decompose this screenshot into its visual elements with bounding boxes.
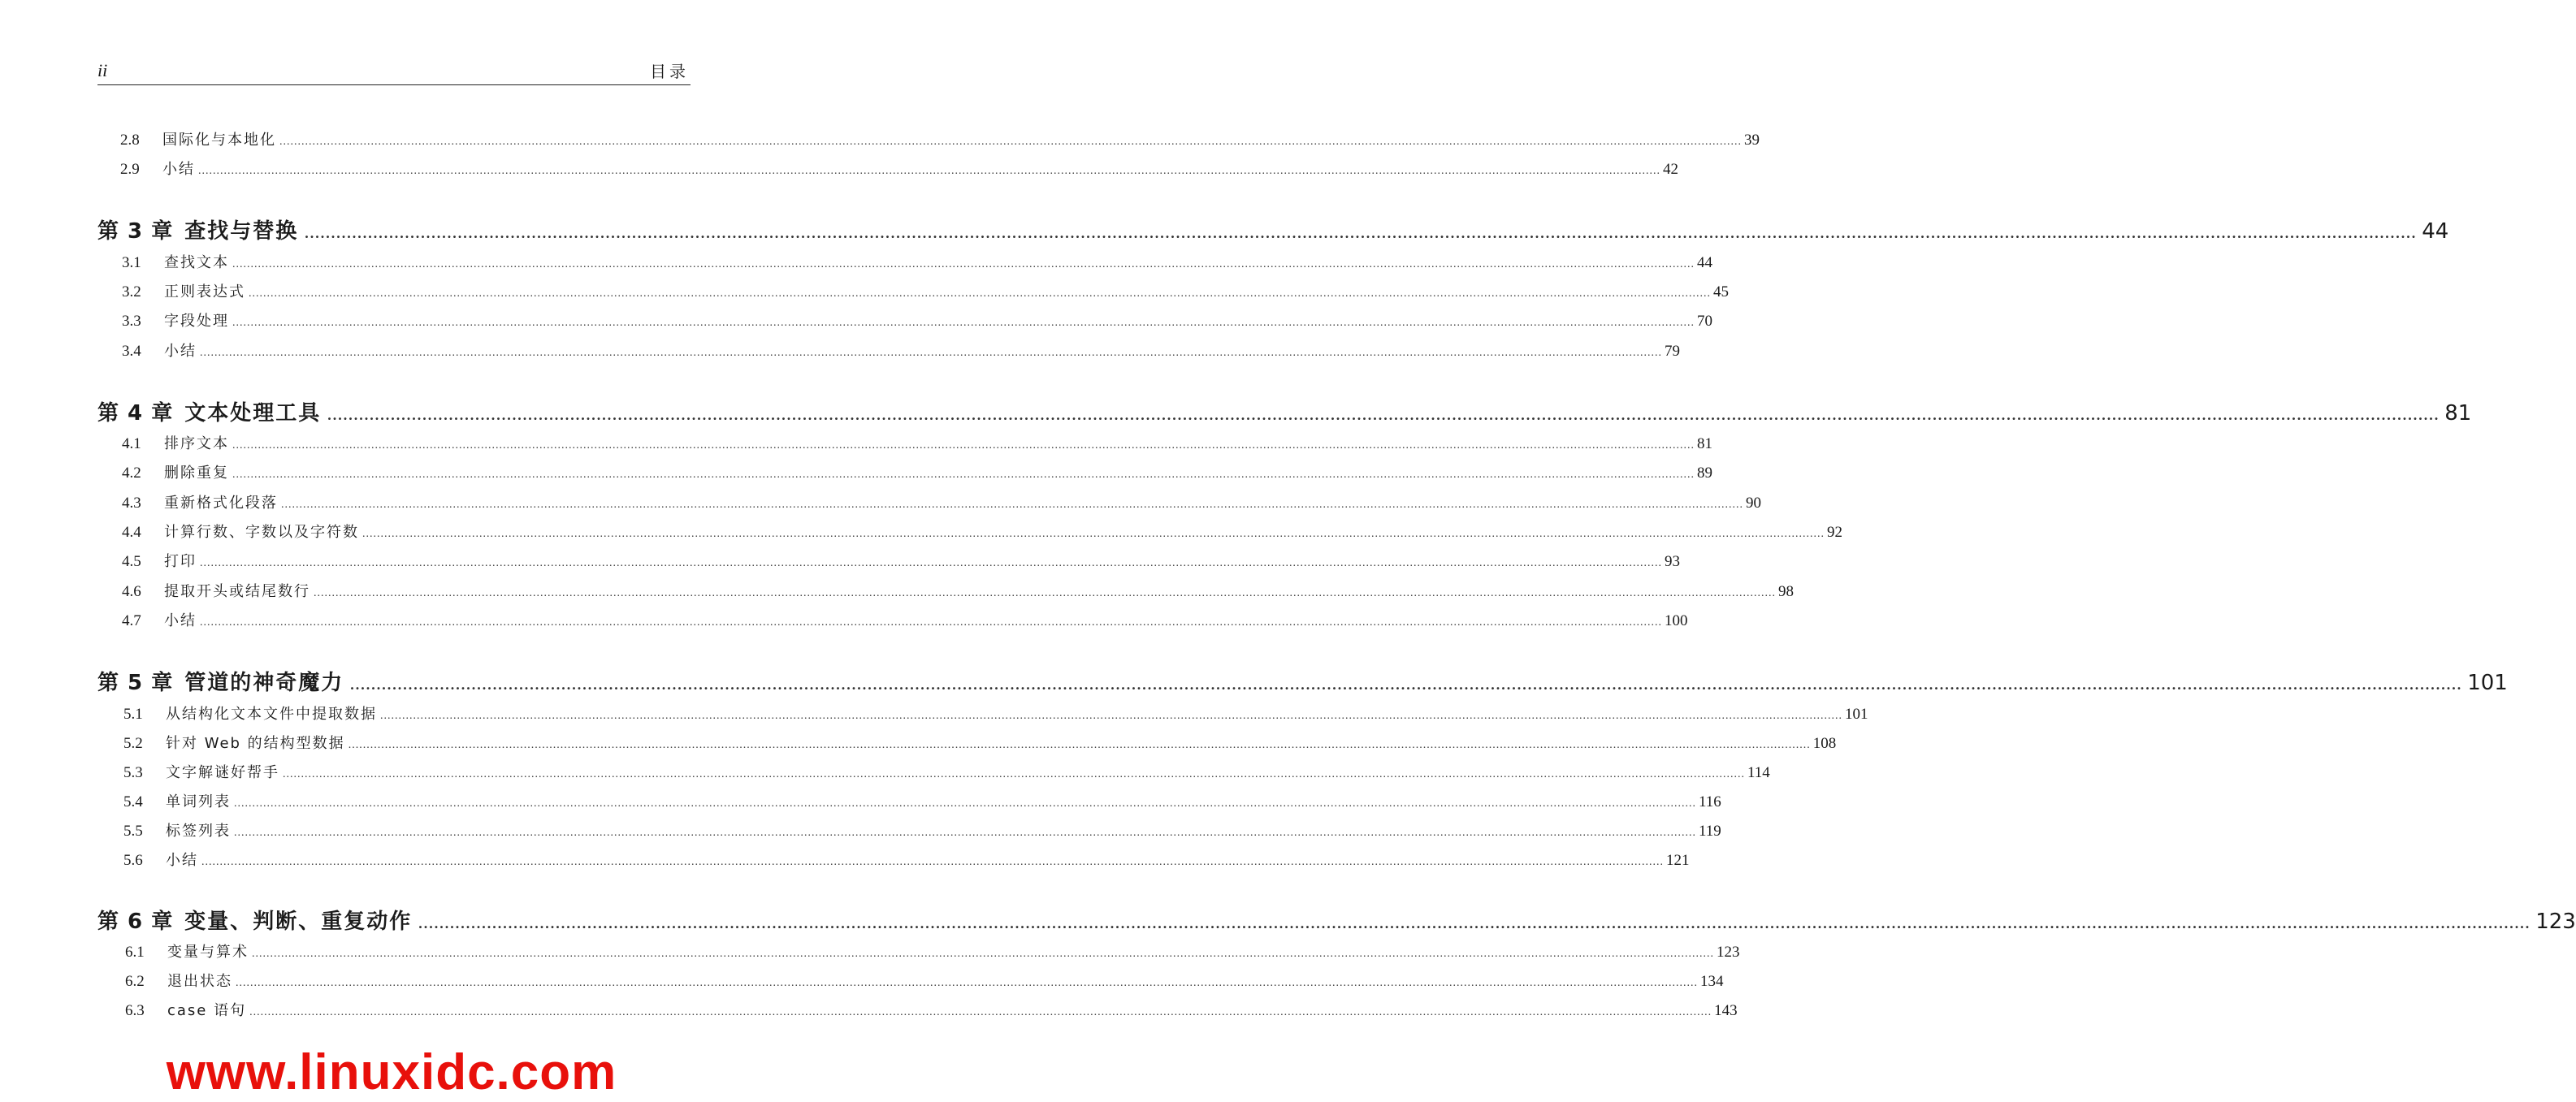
section-number: 4.6 [122,583,141,600]
section-title: 从结构化文本文件中提取数据 [166,706,377,723]
section-number: 6.2 [125,973,145,990]
section-title: 单词列表 [166,793,231,810]
dot-leader: ................................................................................................................................................................................................................................................................................................................................................................................................................ [380,710,1842,722]
section-number: 2.9 [120,161,140,178]
dot-leader: ................................................................................................................................................................................................................................................................................................................................................................................................................ [362,528,1825,540]
section-title: 计算行数、字数以及字符数 [164,524,359,541]
section-page-number: 123 [1717,944,1740,961]
toc-chapter-entry[interactable] [97,905,2576,936]
section-page-number: 108 [1812,735,1837,752]
toc-section-entry[interactable] [125,970,1724,990]
section-title: 提取开头或结尾数行 [164,583,310,600]
dot-leader: ................................................................................................................................................................................................................................................................................................................................................................................................................ [305,225,2418,241]
section-title: 国际化与本地化 [162,132,276,149]
chapter-label: 第 4 章 [97,401,174,426]
toc-section-entry[interactable] [123,702,1868,723]
section-title: 退出状态 [167,973,232,990]
page-number: ii [97,60,108,80]
section-title: 打印 [164,553,197,570]
chapter-page-number: 101 [2467,671,2508,695]
section-page-number: 92 [1827,524,1842,541]
chapter-title: 管道的神奇魔力 [184,671,344,695]
dot-leader: ................................................................................................................................................................................................................................................................................................................................................................................................................ [418,915,2531,931]
section-number: 5.1 [123,706,143,723]
section-number: 5.3 [123,764,143,781]
section-title: 文字解谜好帮手 [166,764,279,781]
chapter-page-number: 44 [2422,219,2449,244]
toc-section-entry[interactable] [125,999,1738,1019]
section-page-number: 79 [1665,343,1680,360]
section-page-number: 42 [1663,161,1678,178]
chapter-title: 文本处理工具 [184,401,322,426]
section-number: 4.2 [122,465,141,482]
section-number: 3.4 [122,343,141,360]
chapter-page-number: 81 [2444,401,2472,426]
section-title: 小结 [162,161,195,178]
section-number: 3.3 [122,313,141,330]
chapter-label: 第 6 章 [97,910,174,934]
section-page-number: 134 [1700,973,1724,990]
toc-section-entry[interactable] [122,280,1729,300]
section-title: 重新格式化段落 [164,495,278,512]
section-page-number: 143 [1714,1002,1738,1019]
chapter-title: 变量、判断、重复动作 [184,910,413,934]
toc-section-entry[interactable] [122,609,1688,629]
section-number: 4.5 [122,553,141,570]
dot-leader: ................................................................................................................................................................................................................................................................................................................................................................................................................ [283,768,1745,780]
section-page-number: 121 [1666,852,1690,869]
toc-section-entry[interactable] [123,819,1721,840]
dot-leader: ................................................................................................................................................................................................................................................................................................................................................................................................................ [201,856,1664,868]
section-title: 小结 [164,612,197,629]
section-number: 3.1 [122,254,141,271]
dot-leader: ................................................................................................................................................................................................................................................................................................................................................................................................................ [200,557,1662,569]
section-page-number: 90 [1746,495,1761,512]
dot-leader: ................................................................................................................................................................................................................................................................................................................................................................................................................ [232,439,1695,452]
section-title: 变量与算术 [167,944,249,961]
section-title: 针对 Web 的结构型数据 [166,735,345,752]
chapter-label: 第 3 章 [97,219,174,244]
toc-section-entry[interactable] [120,128,1760,149]
chapter-title: 查找与替换 [184,219,299,244]
dot-leader: ................................................................................................................................................................................................................................................................................................................................................................................................................ [234,797,1696,810]
toc-section-entry[interactable] [122,580,1794,600]
toc-section-entry[interactable] [123,732,1837,752]
section-number: 4.3 [122,495,141,512]
toc-section-entry[interactable] [122,432,1712,452]
section-page-number: 81 [1697,435,1712,452]
section-title: 标签列表 [166,823,231,840]
section-page-number: 100 [1665,612,1688,629]
section-number: 4.4 [122,524,141,541]
toc-section-entry[interactable] [122,251,1712,271]
toc-section-entry[interactable] [122,309,1712,330]
dot-leader: ................................................................................................................................................................................................................................................................................................................................................................................................................ [348,739,1811,751]
dot-leader: ................................................................................................................................................................................................................................................................................................................................................................................................................ [281,499,1743,511]
dot-leader: ................................................................................................................................................................................................................................................................................................................................................................................................................ [327,407,2440,423]
toc-chapter-entry[interactable] [97,396,2472,427]
section-title: 字段处理 [164,313,229,330]
section-number: 5.5 [123,823,143,840]
chapter-page-number: 123 [2535,910,2576,934]
toc-chapter-entry[interactable] [97,666,2508,697]
toc-section-entry[interactable] [122,521,1842,541]
dot-leader: ................................................................................................................................................................................................................................................................................................................................................................................................................ [200,616,1662,629]
section-page-number: 114 [1747,764,1770,781]
toc-section-entry[interactable] [120,158,1678,178]
section-title: 查找文本 [164,254,229,271]
section-number: 4.1 [122,435,141,452]
section-page-number: 70 [1697,313,1712,330]
dot-leader: ................................................................................................................................................................................................................................................................................................................................................................................................................ [232,317,1695,329]
page-header [97,57,691,85]
section-page-number: 93 [1665,553,1680,570]
section-number: 6.1 [125,944,145,961]
section-number: 5.4 [123,793,143,810]
dot-leader: ................................................................................................................................................................................................................................................................................................................................................................................................................ [232,258,1695,270]
running-title: 目录 [650,62,689,81]
dot-leader: ................................................................................................................................................................................................................................................................................................................................................................................................................ [314,587,1776,599]
section-title: 小结 [166,852,198,869]
section-page-number: 119 [1699,823,1721,840]
section-page-number: 39 [1744,132,1760,149]
toc-section-entry[interactable] [122,461,1712,482]
toc-chapter-entry[interactable] [97,214,2449,245]
dot-leader: ................................................................................................................................................................................................................................................................................................................................................................................................................ [232,469,1695,481]
dot-leader: ................................................................................................................................................................................................................................................................................................................................................................................................................ [234,827,1696,839]
toc-section-entry[interactable] [123,761,1770,781]
section-page-number: 45 [1713,283,1729,300]
dot-leader: ................................................................................................................................................................................................................................................................................................................................................................................................................ [236,977,1698,989]
toc-section-entry[interactable] [123,790,1721,810]
section-number: 6.3 [125,1002,145,1019]
dot-leader: ................................................................................................................................................................................................................................................................................................................................................................................................................ [279,136,1742,148]
toc-section-entry[interactable] [123,849,1690,869]
section-title: 排序文本 [164,435,229,452]
section-title: 删除重复 [164,465,229,482]
dot-leader: ................................................................................................................................................................................................................................................................................................................................................................................................................ [198,165,1660,177]
section-title: case 语句 [167,1002,247,1019]
section-page-number: 116 [1699,793,1721,810]
section-number: 2.8 [120,132,140,149]
toc-section-entry[interactable] [125,940,1740,961]
section-title: 正则表达式 [164,283,245,300]
dot-leader: ................................................................................................................................................................................................................................................................................................................................................................................................................ [252,948,1714,960]
dot-leader: ................................................................................................................................................................................................................................................................................................................................................................................................................ [249,287,1711,300]
section-number: 5.6 [123,852,143,869]
toc-section-entry[interactable] [122,339,1680,360]
section-number: 3.2 [122,283,141,300]
toc-section-entry[interactable] [122,491,1761,512]
section-page-number: 89 [1697,465,1712,482]
dot-leader: ................................................................................................................................................................................................................................................................................................................................................................................................................ [249,1006,1712,1018]
dot-leader: ................................................................................................................................................................................................................................................................................................................................................................................................................ [350,676,2463,693]
section-number: 4.7 [122,612,141,629]
toc-section-entry[interactable] [122,550,1680,570]
section-page-number: 101 [1845,706,1868,723]
dot-leader: ................................................................................................................................................................................................................................................................................................................................................................................................................ [200,347,1662,359]
section-title: 小结 [164,343,197,360]
chapter-label: 第 5 章 [97,671,174,695]
watermark-url: www.linuxidc.com [166,1044,617,1100]
section-page-number: 98 [1778,583,1794,600]
section-page-number: 44 [1697,254,1712,271]
section-number: 5.2 [123,735,143,752]
